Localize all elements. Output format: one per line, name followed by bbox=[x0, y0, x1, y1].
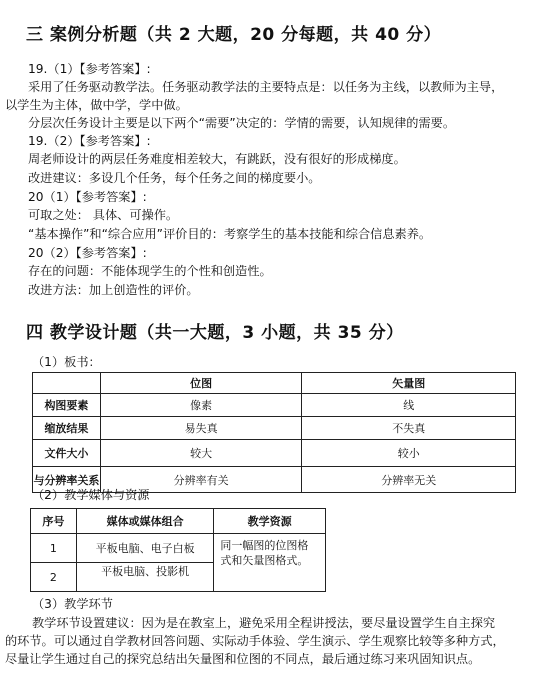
table-cell: 2 bbox=[31, 563, 77, 592]
media-table bbox=[30, 508, 326, 592]
table-cell: 平板电脑、电子白板 bbox=[76, 534, 213, 563]
table-cell: 线 bbox=[302, 394, 516, 417]
table-row-header: 构图要素 bbox=[33, 394, 101, 417]
table-header-row bbox=[33, 373, 516, 394]
table-cell: 1 bbox=[31, 534, 77, 563]
table-row-header: 与分辨率关系 bbox=[33, 467, 101, 493]
table-row-header: 文件大小 bbox=[33, 440, 101, 467]
section3-title: 三 案例分析题（共 2 大题，20 分每题，共 40 分） bbox=[26, 25, 442, 45]
media-label: （2）教学媒体与资源 bbox=[32, 488, 150, 502]
table-header-cell: 教学资源 bbox=[214, 509, 326, 534]
table-cell: 分辨率有关 bbox=[100, 467, 302, 493]
answer-text: 以学生为主体，做中学，学中做。 bbox=[5, 98, 188, 112]
board-table bbox=[32, 372, 516, 493]
table-row bbox=[33, 417, 516, 440]
table-cell: 像素 bbox=[100, 394, 302, 417]
answer-text: 改进建议：多设几个任务，每个任务之间的梯度要小。 bbox=[28, 171, 321, 185]
table-cell: 分辨率无关 bbox=[302, 467, 516, 493]
table-row bbox=[33, 394, 516, 417]
answer-heading: 20（2）【参考答案】: bbox=[28, 246, 147, 260]
answer-heading: 19.（2）【参考答案】: bbox=[28, 134, 151, 148]
resource-cell: 同一幅图的位图格式和矢量图格式。 bbox=[214, 534, 326, 592]
table-cell: 易失真 bbox=[100, 417, 302, 440]
answer-text: 存在的问题：不能体现学生的个性和创造性。 bbox=[28, 264, 272, 278]
table-header-cell bbox=[33, 373, 101, 394]
board-label: （1）板书： bbox=[32, 355, 101, 369]
answer-text: 改进方法：加上创造性的评价。 bbox=[28, 283, 199, 297]
table-cell: 较小 bbox=[302, 440, 516, 467]
answer-text: “基本操作”和“综合应用”评价目的：考察学生的基本技能和综合信息素养。 bbox=[28, 227, 432, 241]
table-header-cell: 媒体或媒体组合 bbox=[76, 509, 213, 534]
answer-text: 周老师设计的两层任务难度相差较大，有跳跃，没有很好的形成梯度。 bbox=[28, 152, 406, 166]
steps-text: 尽量让学生通过自己的探究总结出矢量图和位图的不同点，最后通过练习来巩固知识点。 bbox=[5, 652, 481, 666]
steps-text: 教学环节设置建议：因为是在教室上，避免采用全程讲授法，要尽量设置学生自主探究 bbox=[32, 616, 496, 630]
table-header-cell: 序号 bbox=[31, 509, 77, 534]
table-row bbox=[31, 534, 326, 563]
table-header-row bbox=[31, 509, 326, 534]
table-cell: 不失真 bbox=[302, 417, 516, 440]
section4-title: 四 教学设计题（共一大题，3 小题，共 35 分） bbox=[26, 323, 404, 343]
table-row bbox=[33, 440, 516, 467]
table-row-header: 缩放结果 bbox=[33, 417, 101, 440]
table-header-cell: 位图 bbox=[100, 373, 302, 394]
answer-text: 分层次任务设计主要是以下两个“需要”决定的：学情的需要，认知规律的需要。 bbox=[28, 116, 456, 130]
answer-text: 可取之处： 具体、可操作。 bbox=[28, 208, 179, 222]
steps-text: 的环节。可以通过自学教材回答问题、实际动手体验、学生演示、学生观察比较等多种方式， bbox=[5, 634, 505, 648]
answer-text: 采用了任务驱动教学法。任务驱动教学法的主要特点是：以任务为主线，以教师为主导， bbox=[28, 80, 504, 94]
answer-heading: 19.（1）【参考答案】: bbox=[28, 62, 151, 76]
table-header-cell: 矢量图 bbox=[302, 373, 516, 394]
table-cell: 平板电脑、投影机 bbox=[76, 563, 213, 592]
answer-heading: 20（1）【参考答案】: bbox=[28, 190, 147, 204]
table-cell: 较大 bbox=[100, 440, 302, 467]
steps-label: （3）教学环节 bbox=[32, 597, 113, 611]
